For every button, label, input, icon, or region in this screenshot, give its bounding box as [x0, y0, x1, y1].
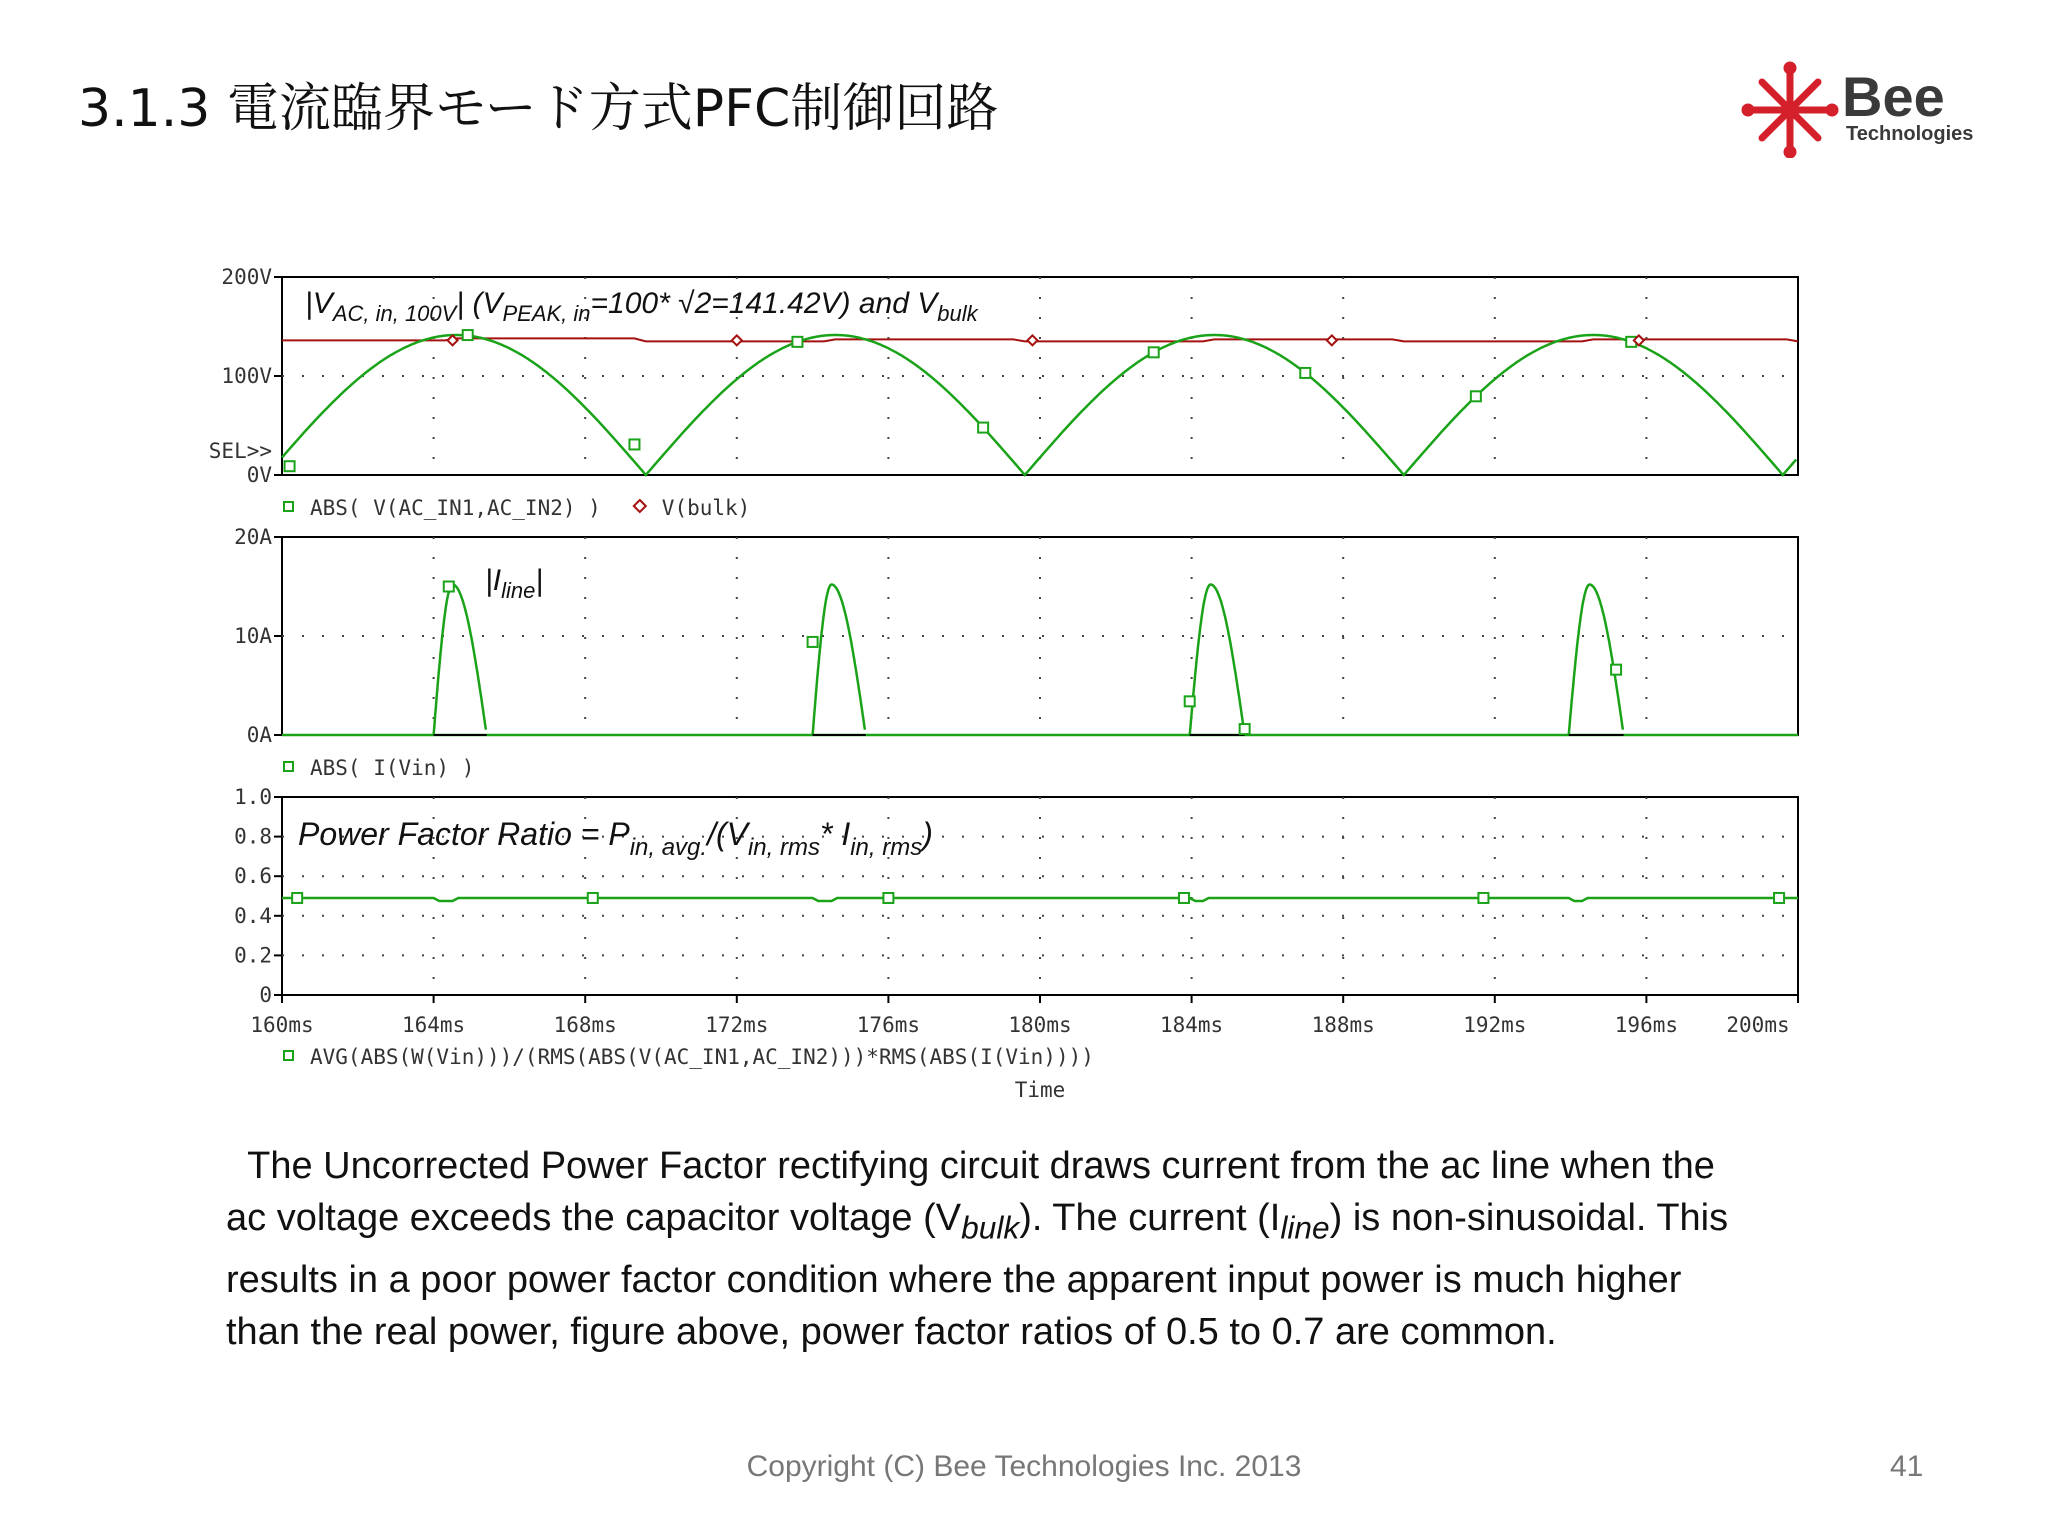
y-tick-label: 0.8: [234, 824, 272, 849]
legend-label: ABS( I(Vin) ): [310, 756, 475, 780]
y-tick-label: 0.6: [234, 864, 272, 889]
x-tick-label: 188ms: [1311, 1013, 1375, 1037]
iline-data-marker: [1240, 724, 1250, 734]
vac-data-marker: [1471, 391, 1481, 401]
legend-label: V(bulk): [661, 496, 751, 520]
x-axis-label: Time: [1014, 1078, 1066, 1102]
x-tick-label: 200ms: [1726, 1013, 1790, 1037]
series-iline-pulse: [813, 585, 865, 736]
sel-label: SEL>>: [208, 439, 272, 463]
vac-annotation: $|V_{AC, in, 100V}|$ ($V_{PEAK, in}=100*$ √2=141.42V) and $V_{bulk}$: [305, 287, 978, 326]
body-line-1: The Uncorrected Power Factor rectifying circuit draws current from the ac line when the: [247, 1145, 1715, 1187]
vac-data-marker: [463, 330, 473, 340]
vbulk-data-marker: [1027, 335, 1037, 345]
iline-data-marker: [1611, 665, 1621, 675]
vbulk-data-marker: [448, 335, 458, 345]
vac-data-marker: [1300, 368, 1310, 378]
pf-data-marker: [883, 893, 893, 903]
y-tick-label: 100V: [221, 364, 272, 388]
logo-name: Bee: [1842, 65, 1945, 128]
iline-data-marker: [808, 637, 818, 647]
iline-data-marker: [444, 582, 454, 592]
series-iline-pulse: [434, 585, 486, 736]
body-line-4: than the real power, figure above, power factor ratios of 0.5 to 0.7 are common.: [226, 1310, 1557, 1353]
x-tick-label: 160ms: [250, 1013, 314, 1037]
iline-annotation: $|I_{line}|$: [485, 564, 544, 603]
y-tick-label: 1.0: [234, 785, 272, 809]
copyright-footer: Copyright (C) Bee Technologies Inc. 2013: [746, 1450, 1302, 1483]
legend-marker-diamond-icon: [634, 500, 646, 512]
legend-marker-square-icon: [284, 762, 293, 771]
x-tick-label: 164ms: [401, 1013, 466, 1037]
y-tick-label: 0A: [246, 723, 272, 747]
pf-data-marker: [588, 893, 598, 903]
y-tick-label: 0: [259, 983, 272, 1007]
pf-data-marker: [292, 893, 302, 903]
series-vac-rectified-line: [282, 335, 1796, 475]
x-tick-label: 180ms: [1008, 1013, 1072, 1037]
body-line-2: ac voltage exceeds the capacitor voltage $(V_{bulk})$. The current $(I_{line})$ is non-sinusoidal. This: [226, 1197, 1729, 1246]
slide-title: 3.1.3 電流臨界モード方式PFC制御回路: [78, 79, 999, 139]
panel-pf: [234, 785, 1798, 1102]
pf-data-marker: [1774, 893, 1784, 903]
legend-marker-square-icon: [284, 1051, 293, 1060]
legend-marker-square-icon: [284, 502, 293, 511]
vac-data-marker: [1149, 347, 1159, 357]
y-tick-label: 0.2: [234, 943, 272, 968]
panel-current: [234, 525, 1798, 780]
vac-data-marker: [792, 337, 802, 347]
panel-voltage: [209, 265, 1798, 520]
x-tick-label: 184ms: [1159, 1013, 1224, 1037]
pf-data-marker: [1478, 893, 1488, 903]
x-tick-label: 196ms: [1614, 1013, 1679, 1037]
legend-label: AVG(ABS(W(Vin)))/(RMS(ABS(V(AC_IN1,AC_IN2)))*RMS(ABS(I(Vin)))): [310, 1045, 1094, 1069]
series-iline-pulse: [1569, 585, 1623, 736]
y-tick-label: 200V: [221, 265, 272, 289]
y-tick-label: 0V: [246, 463, 272, 487]
vbulk-data-marker: [732, 335, 742, 345]
vac-data-marker: [978, 423, 988, 433]
logo-subtitle: Technologies: [1846, 123, 1974, 145]
y-tick-label: 20A: [234, 525, 272, 549]
y-tick-label: 0.4: [234, 903, 272, 928]
x-tick-label: 168ms: [553, 1013, 617, 1037]
pf-data-marker: [1179, 893, 1189, 903]
y-tick-label: 10A: [234, 624, 272, 648]
series-iline-pulse: [1190, 585, 1244, 736]
body-line-3: results in a poor power factor condition where the apparent input power is much higher: [226, 1258, 1682, 1301]
page-number: 41: [1890, 1450, 1924, 1483]
vac-data-marker: [285, 461, 295, 471]
legend-label: ABS( V(AC_IN1,AC_IN2) ): [310, 496, 601, 520]
x-tick-label: 192ms: [1463, 1013, 1527, 1037]
x-tick-label: 176ms: [856, 1013, 921, 1037]
vac-data-marker: [629, 439, 639, 449]
x-tick-label: 172ms: [705, 1013, 769, 1037]
pf-annotation: Power Factor Ratio = $P_{in, avg.}/(V_{in, rms}*$ $I_{in, rms}$): [298, 816, 933, 861]
iline-data-marker: [1185, 696, 1195, 706]
vbulk-data-marker: [1327, 335, 1337, 345]
series-pf-line: [282, 898, 1798, 901]
body-text: [226, 1140, 1826, 1358]
